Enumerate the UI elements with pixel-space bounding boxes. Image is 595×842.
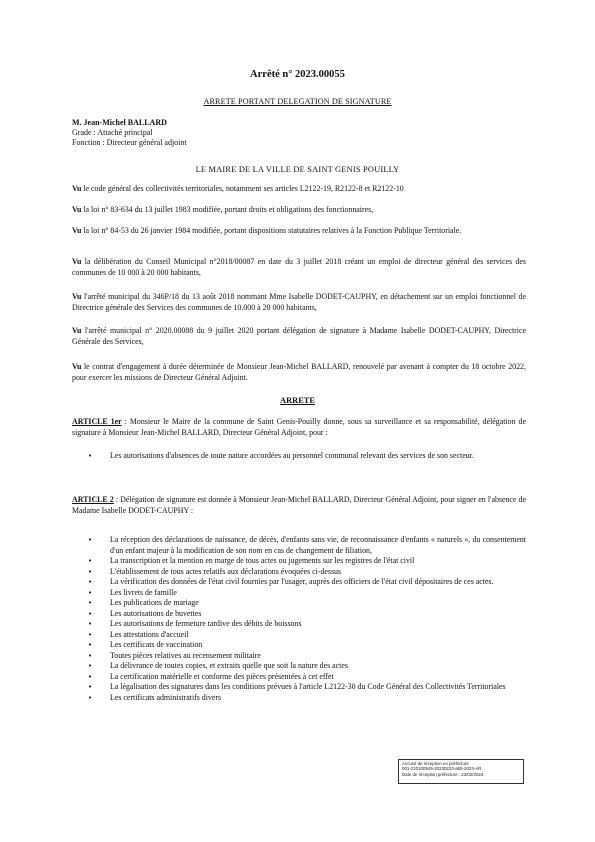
consideration-4	[72, 257, 526, 278]
vu-label: Vu	[72, 362, 82, 371]
list-item: • Les certificats administratifs divers	[88, 693, 526, 704]
list-item: • Les publications de mariage	[88, 598, 526, 609]
prefecture-receipt-stamp	[398, 759, 524, 784]
stamp-line-3: Date de réception préfecture : 23/02/2023	[402, 771, 484, 777]
delegate-function: Fonction : Directeur général adjoint	[72, 138, 187, 147]
document-title: Arrêté n° 2023.00055	[250, 69, 345, 80]
vu-label: Vu	[72, 326, 82, 335]
article-2	[72, 495, 526, 516]
consideration-text: la loi n° 83-634 du 13 juillet 1983 modifiée, portant droits et obligations des fonctionnaires,	[83, 205, 374, 214]
consideration-3	[72, 226, 526, 237]
stamp-line-1: Accusé de réception en préfecture	[402, 761, 469, 766]
article-2-label: ARTICLE 2	[72, 495, 114, 504]
list-item: • L'établissement de tous actes relatifs aux déclarations évoquées ci-dessus	[88, 567, 526, 578]
consideration-text: la loi n° 84-53 du 26 janvier 1984 modifiée, portant dispositions statutaires relatives à la Fonction Publique Territoriale.	[83, 226, 462, 235]
list-item: • Les autorisations d'absences de toute nature accordées au personnel communal relevant des services de son secteur.	[88, 451, 526, 462]
list-item: • Toutes pièces relatives au recensement militaire	[88, 651, 526, 662]
document-subtitle: ARRETE PORTANT DELEGATION DE SIGNATURE	[203, 97, 392, 106]
delegate-block	[72, 118, 187, 148]
list-item: • Les autorisations de buvettes	[88, 609, 526, 620]
vu-label: Vu	[72, 226, 82, 235]
vu-label: Vu	[72, 292, 82, 301]
list-item: • Les autorisations de fermeture tardive des débits de boissons	[88, 619, 526, 630]
consideration-5	[72, 292, 526, 313]
article-1-text: : Monsieur le Maire de la commune de Saint Genis-Pouilly donne, sous sa surveillance et sa responsabilité, délégation de signature à Monsieur Jean-Michel BALLARD, Directeur Général Adjoint, pour :	[72, 417, 526, 437]
consideration-text: l'arrêté municipal du 346P/18 du 13 août 2018 nommant Mme Isabelle DODET-CAUPHY, en détachement sur un emploi fonctionnel de Directrice générale des Services des communes de 10.000 à 20 000 habitants,	[72, 292, 526, 312]
list-item: • Les attestations d'accueil	[88, 630, 526, 641]
article-1-label: ARTICLE 1er	[72, 417, 122, 426]
consideration-text: l'arrêté municipal n° 2020.00088 du 9 juillet 2020 portant délégation de signature à Madame Isabelle DODET-CAUPHY, Directrice Générale des Services,	[72, 326, 526, 346]
arrete-heading: ARRETE	[280, 396, 315, 405]
list-item: • La réception des déclarations de naissance, de décès, d'enfants sans vie, de reconnaissance d'enfants « naturels », du consentement d'un enfant majeur à la modification de son nom en cas de changement de filiation,	[88, 535, 526, 556]
consideration-text: le contrat d'engagement à durée déterminée de Monsieur Jean-Michel BALLARD, renouvelé par avenant à compter du 18 octobre 2022, pour exercer les missions de Directeur Général Adjoint.	[72, 362, 526, 382]
article-2-text: : Délégation de signature est donnée à Monsieur Jean-Michel BALLARD, Directeur Général Adjoint, pour signer en l'absence de Madame Isabelle DODET-CAUPHY :	[72, 495, 526, 515]
article-2-list	[88, 535, 526, 703]
list-item: • La vérification des données de l'état civil fournies par l'usager, auprès des officiers de l'état civil dépositaires de ces actes.	[88, 577, 526, 588]
consideration-1	[72, 184, 526, 195]
stamp-line-2: 001-210100545-20230223-a55-2023-AR	[402, 766, 482, 772]
article-1	[72, 417, 526, 438]
consideration-2	[72, 205, 526, 216]
vu-label: Vu	[72, 257, 82, 266]
delegate-grade: Grade : Attaché principal	[72, 128, 153, 137]
consideration-6	[72, 326, 526, 347]
list-item: • Les certificats de vaccination	[88, 640, 526, 651]
vu-label: Vu	[72, 205, 82, 214]
consideration-text: le code général des collectivités territoriales, notamment ses articles L2122-19, R2122-8 et R2122-10	[83, 184, 404, 193]
consideration-text: la délibération du Conseil Municipal n°2018/00087 en date du 3 juillet 2018 créant un emploi de directeur général des services des communes de 10 000 à 20 000 habitants,	[72, 257, 526, 277]
consideration-7	[72, 362, 526, 383]
delegate-name: M. Jean-Michel BALLARD	[72, 118, 167, 127]
mayor-heading: LE MAIRE DE LA VILLE DE SAINT GENIS POUILLY	[195, 165, 400, 174]
list-item: • Les livrets de famille	[88, 588, 526, 599]
list-item: • La certification matérielle et conforme des pièces présentées à cet effet	[88, 672, 526, 683]
list-item: • La transcription et la mention en marge de tous actes ou jugements sur les registres de l'état civil	[88, 556, 526, 567]
vu-label: Vu	[72, 184, 82, 193]
list-item: • La légalisation des signatures dans les conditions prévues à l'article L2122-30 du Code Général des Collectivités Territoriales	[88, 682, 526, 693]
list-item: • La délivrance de toutes copies, et extraits quelle que soit la nature des actes	[88, 661, 526, 672]
article-1-list	[88, 451, 526, 462]
